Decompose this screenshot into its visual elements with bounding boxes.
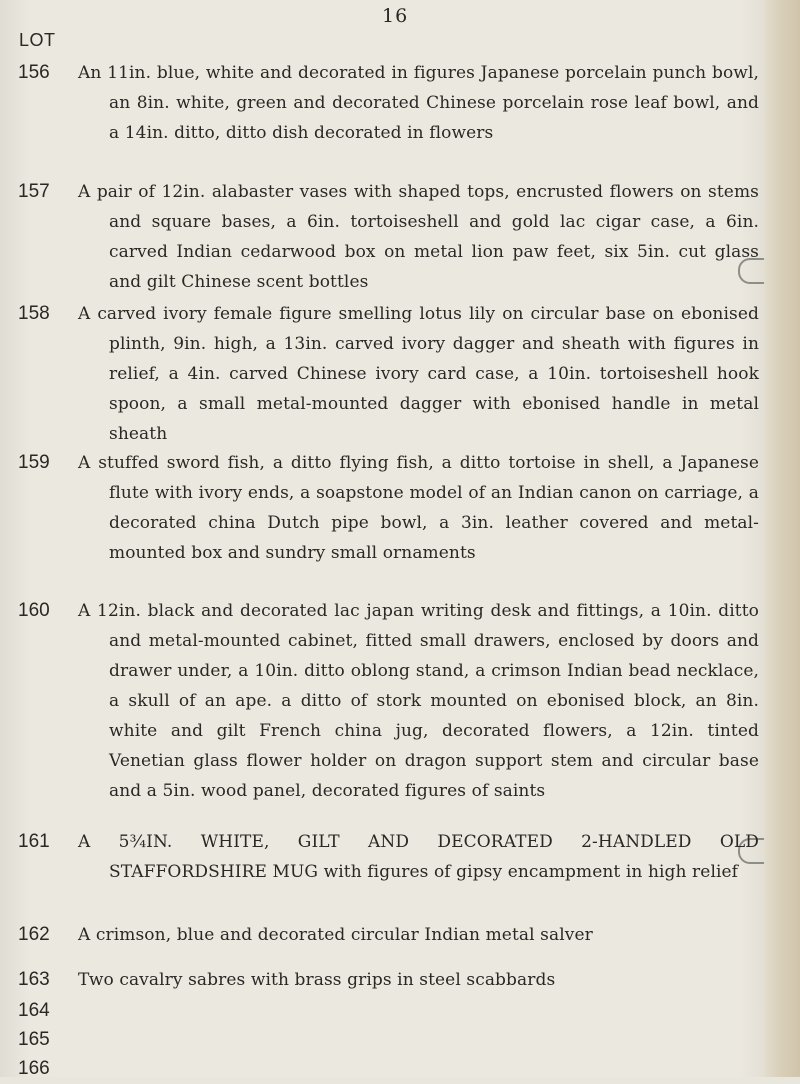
page-edge-shadow: [764, 0, 800, 1077]
lot-number: 158: [18, 303, 50, 324]
lot-column-header: LOT: [19, 30, 56, 50]
lot-number: 159: [18, 452, 50, 473]
lot-number: 163: [18, 969, 50, 990]
lot-description: A crimson, blue and decorated circular Indian metal salver: [78, 925, 593, 945]
lot-description: A carved ivory female figure smelling lotus lily on circular base on ebonised plinth, 9in. high, a 13in. carved ivory dagger and sheath with figures in relief, a 4in. carved Chinese ivory card case, a 10in. tortoiseshell hook spoon, a small metal-mounted dagger with ebonised handle in metal sheath: [78, 304, 759, 444]
lot-description: Two cavalry sabres with brass grips in steel scabbards: [78, 970, 556, 990]
lot-number: 160: [18, 600, 50, 621]
lot-number: 165: [18, 1029, 50, 1050]
lot-number: 157: [18, 181, 50, 202]
lot-description: A stuffed sword fish, a ditto flying fish, a ditto tortoise in shell, a Japanese flute with ivory ends, a soapstone model of an Indian canon on carriage, a decorated china Dutch pipe bowl, a 3in. leather covered and metal-mounted box and sundry small ornaments: [78, 453, 759, 563]
lot-description: A 5¾IN. WHITE, GILT AND DECORATED 2-HANDLED OLD STAFFORDSHIRE MUG with figures of gipsy encampment in high relief: [78, 832, 759, 882]
lot-number: 161: [18, 831, 50, 852]
lot-number: 166: [18, 1058, 50, 1079]
page-number: 16: [382, 5, 409, 27]
lot-number: 162: [18, 924, 50, 945]
lot-number: 156: [18, 62, 50, 83]
lot-description: A pair of 12in. alabaster vases with shaped tops, encrusted flowers on stems and square bases, a 6in. tortoiseshell and gold lac cigar case, a 6in. carved Indian cedarwood box on metal lion paw feet, six 5in. cut glass and gilt Chinese scent bottles: [78, 182, 759, 292]
lot-description: An 11in. blue, white and decorated in figures Japanese porcelain punch bowl, an 8in. white, green and decorated Chinese porcelain rose leaf bowl, and a 14in. ditto, ditto dish decorated in flowers: [78, 63, 759, 143]
lot-number: 164: [18, 1000, 50, 1021]
lot-description: A 12in. black and decorated lac japan writing desk and fittings, a 10in. ditto and metal-mounted cabinet, fitted small drawers, enclosed by doors and drawer under, a 10in. ditto oblong stand, a crimson Indian bead necklace, a skull of an ape. a ditto of stork mounted on ebonised block, an 8in. white and gilt French china jug, decorated flowers, a 12in. tinted Venetian glass flower holder on dragon support stem and circular base and a 5in. wood panel, decorated figures of saints: [78, 601, 759, 801]
